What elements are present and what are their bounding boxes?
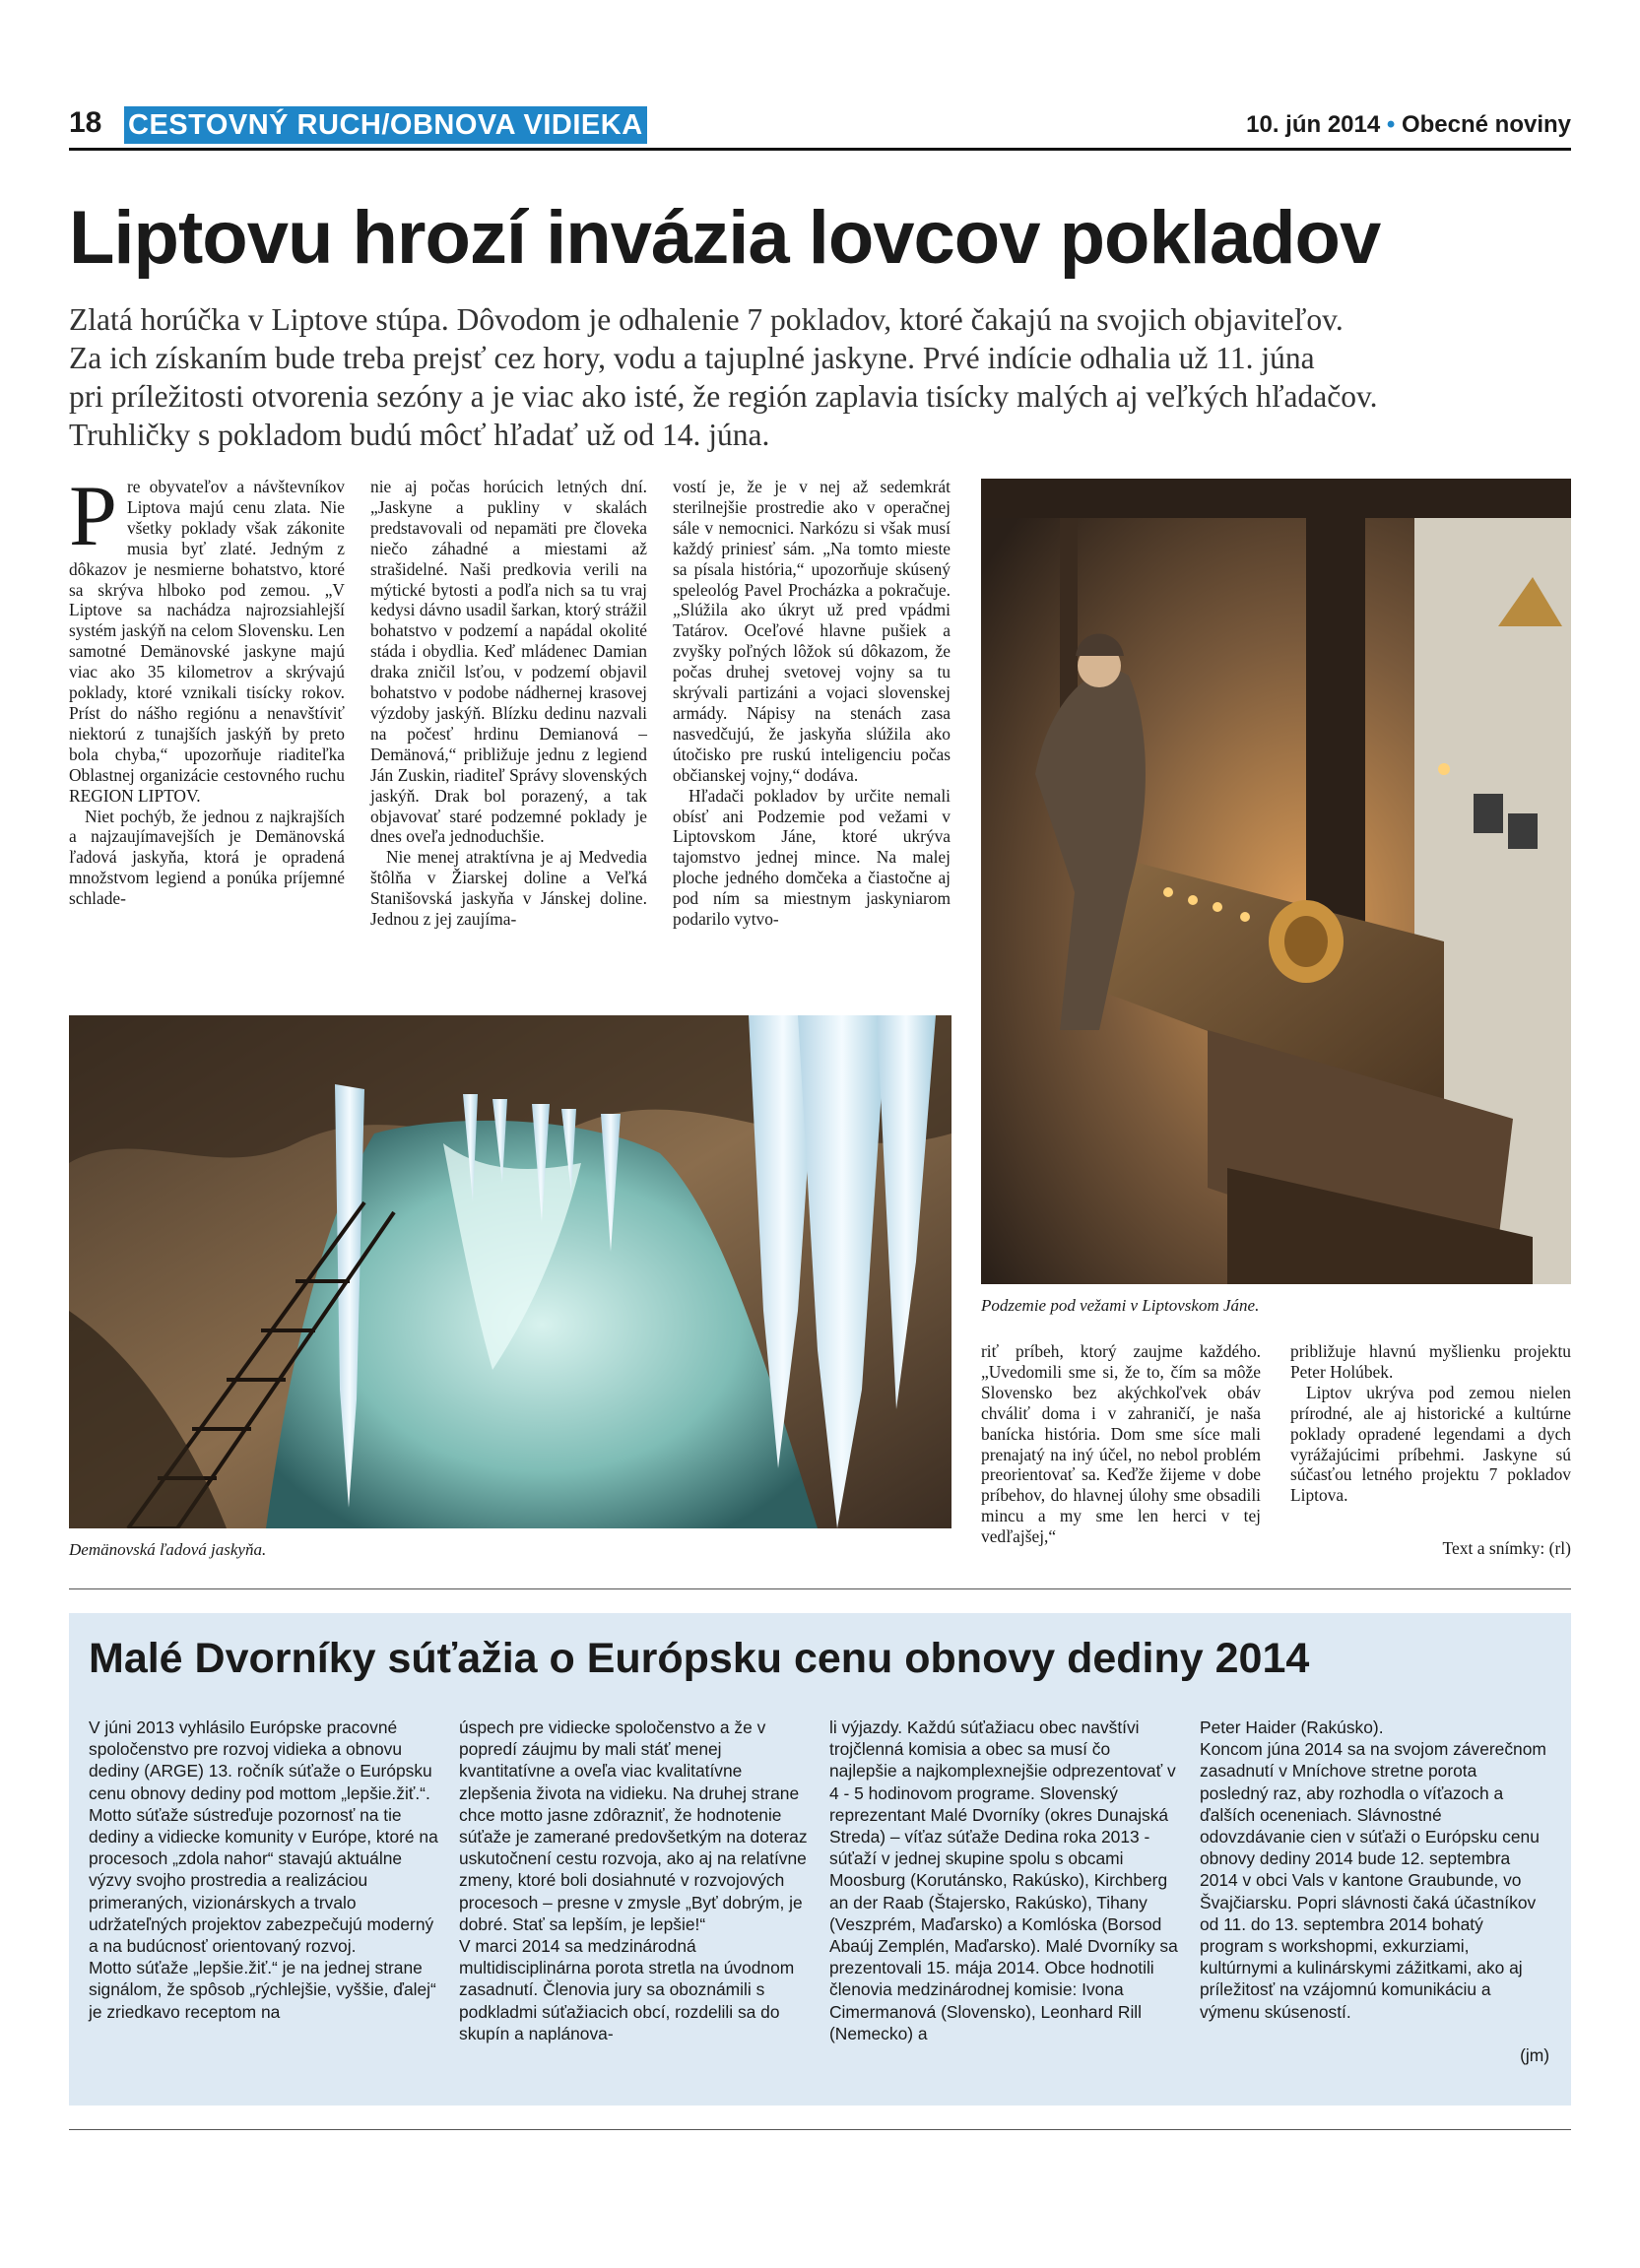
box-signature: (jm) (1520, 2045, 1549, 2065)
paragraph: približuje hlavnú myšlienku projektu Peter Holúbek. (1290, 1341, 1571, 1382)
header-rule (69, 148, 1571, 151)
underground-illustration (981, 479, 1571, 1284)
article-column-5 (1290, 1341, 1571, 1506)
page-number: 18 (69, 106, 102, 139)
ice-cave-caption: Demänovská ľadová jaskyňa. (69, 1540, 267, 1559)
box-column-2 (459, 1717, 809, 2044)
article-column-1 (69, 469, 345, 909)
date-text: 10. jún 2014 (1246, 111, 1381, 138)
paragraph: Hľadači pokladov by určite nemali obísť ani Podzemie pod vežami v Liptovskom Jáne, ktoré ukrýva tajomstvo jednej mince. Na malej ploche jedného domčeka a čiastočne aj pod ním sa miestnym jaskyniarom podarilo vytvo- (673, 785, 951, 930)
underground-caption: Podzemie pod vežami v Liptovskom Jáne. (981, 1296, 1260, 1315)
bottom-rule (69, 2129, 1571, 2130)
section-divider (69, 1588, 1571, 1589)
paragraph: vostí je, že je v nej až sedemkrát sterilnejšie prostredie ako v operačnej sále v nemocnici. Narkózu si však musí každý priniesť sám. „Na tomto mieste sa písala história,“ upozorňuje skúsený speleológ Pavel Procházka a pokračuje. „Slúžila ako úkryt už pred vpádmi Tatárov. Oceľové hlavne pušiek a zvyšky poľných lôžok sú dôkazom, že počas druhej svetovej vojny sa tu skrývali partizáni a vojaci slovenskej armády. Nápisy na stenách zasa nasvedčujú, že jaskyňa slúžila ako útočisko pre ruskú inteligenciu počas občianskej vojny,“ dodáva. (673, 477, 951, 785)
paragraph: Koncom júna 2014 sa na svojom záverečnom zasadnutí v Mníchove stretne porota posledný raz, aby rozhodla o víťazoch a ďalších oceneniach. Slávnostné odovzdávanie cien v súťaži o Európsku cenu obnovy dediny 2014 bude 12. septembra 2014 v obci Vals v kantone Graubunde, vo Švajčiarsku. Popri slávnosti čaká účastníkov od 11. do 13. septembra 2014 bohatý program s workshopmi, exkurziami, kultúrnymi a kulinárskymi zážitkami, ako aj príležitosť na vzájomnú komunikáciu a výmenu skúseností. (1200, 1739, 1546, 2022)
paragraph: V marci 2014 sa medzinárodná multidisciplinárna porota stretla na úvodnom zasadnutí. Členovia jury sa oboznámili s podkladmi súťažiacich obcí, rozdelili sa do skupín a naplánova- (459, 1936, 795, 2043)
paragraph: riť príbeh, ktorý zaujme každého. „Uvedomili sme si, že to, čím sa môže Slovensko bez akýchkoľvek obáv chváliť doma i v zahraničí, je naša banícka história. Dom sme síce mali prenajatý na iný účel, no nebol problém preorientovať sa. Keďže žijeme v dobe príbehov, do hlavnej úlohy sme obsadili mincu a my sme len herci v tej vedľajšej,“ (981, 1341, 1261, 1547)
article-headline: Liptovu hrozí invázia lovcov pokladov (69, 196, 1381, 280)
ice-cave-photo (69, 1015, 951, 1528)
lead-line: pri príležitosti otvorenia sezóny a je viac ako isté, že región zaplavia tisícky malých aj veľkých hľadačov. (69, 379, 1378, 414)
box-column-1 (89, 1717, 438, 2023)
box-headline: Malé Dvorníky súťažia o Európsku cenu obnovy dediny 2014 (89, 1635, 1310, 1682)
paragraph: V júni 2013 vyhlásilo Európske pracovné spoločenstvo pre rozvoj vidieka a obnovu dediny (ARGE) 13. ročník súťaže o Európsku cenu obnovy dediny pod mottom „lepšie.žiť.“. Motto súťaže sústreďuje pozornosť na tie dediny a vidiecke komunity v Európe, ktoré na procesoch „zdola nahor“ stavajú aktuálne výzvy svojho prostredia a realizáciou primeraných, vizionárskych a trvalo udržateľných projektov zabezpečujú moderný a na budúcnosť orientovaný rozvoj. (89, 1717, 438, 1957)
lead-line: Truhličky s pokladom budú môcť hľadať už od 14. júna. (69, 418, 770, 452)
drop-cap: P (69, 469, 117, 564)
paragraph: Liptov ukrýva pod zemou nielen prírodné, ale aj historické a kultúrne poklady opradené legendami a dych vyrážajúcimi príbehmi. Jaskyne sú súčasťou letného projektu 7 pokladov Liptova. (1290, 1382, 1571, 1506)
article-column-4 (981, 1341, 1261, 1547)
competition-box (69, 1613, 1571, 2106)
lead-line: Za ich získaním bude treba prejsť cez hory, vodu a tajuplné jaskyne. Prvé indície odhalia už 11. júna (69, 341, 1315, 375)
ice-cave-illustration (69, 1015, 951, 1528)
paragraph: nie aj počas horúcich letných dní. „Jaskyne a pukliny v skalách predstavovali od nepamäti pre človeka niečo záhadné a miestami až strašidelné. Naši predkovia verili na mýtické bytosti a podľa nich sa tu vraj kedysi dávno usadil šarkan, ktorý strážil bohatstvo v podzemí a napádal okolité stáda i obydlia. Keď mládenec Damian draka zničil lsťou, v podzemí objavil bohatstvo v podobe nádhernej krasovej výzdoby jaskýň. Blízku dedinu nazvali na počesť hrdinu Demianová – Demänová,“ približuje jednu z legiend Ján Zuskin, riaditeľ Správy slovenských jaskýň. Drak bol porazený, a tak objavovať staré podzemné poklady je dnes oveľa jednoduchšie. (370, 477, 647, 847)
paragraph: Motto súťaže „lepšie.žiť.“ je na jednej strane signálom, že spôsob „rýchlejšie, vyššie, ďalej“ je zriedkavo receptom na (89, 1958, 436, 2022)
bullet-separator: • (1386, 111, 1396, 138)
box-column-3 (829, 1717, 1179, 2044)
text-and-photo-credit: Text a snímky: (rl) (1442, 1538, 1571, 1558)
publication-name: Obecné noviny (1401, 111, 1571, 138)
paragraph: úspech pre vidiecke spoločenstvo a že v popredí záujmu by mali stáť menej kvantitatívne a oveľa viac kvalitatívne zlepšenia života na vidieku. Na druhej strane chce motto jasne zdôrazniť, že hodnotenie súťaže je zamerané predovšetkým na doteraz uskutočnení cestu rozvoja, ako aj na relatívne zmeny, ktoré boli dosiahnuté v rozvojových procesoch – presne v zmysle „Byť dobrým, je dobré. Stať sa lepším, je lepšie!“ (459, 1717, 808, 1934)
paragraph: re obyvateľov a návštevníkov Liptova majú cenu zlata. Nie všetky poklady však zákonite musia byť zlaté. Jedným z dôkazov je nesmierne bohatstvo, ktoré sa skrýva hlboko pod zemou. „V Liptove sa nachádza najrozsiahlejší systém jaskýň na celom Slovensku. Len samotné Demänovské jaskyne majú viac ako 35 kilometrov a skrývajú poklady, ktoré vznikali tisícky rokov. Príst do nášho regiónu a nenavštíviť niektorú z tunajších jaskýň by preto bola chyba,“ upozorňuje riaditeľka Oblastnej organizácie cestovného ruchu REGION LIPTOV. (69, 477, 345, 806)
lead-line: Zlatá horúčka v Liptove stúpa. Dôvodom je odhalenie 7 pokladov, ktoré čakajú na svojich objaviteľov. (69, 302, 1344, 337)
underground-photo (981, 479, 1571, 1284)
article-column-2 (370, 477, 647, 930)
section-tag: CESTOVNÝ RUCH/OBNOVA VIDIEKA (124, 106, 647, 144)
paragraph: Peter Haider (Rakúsko). (1200, 1717, 1384, 1737)
page-header (69, 104, 1571, 146)
paragraph: Niet pochýb, že jednou z najkrajších a najzaujímavejších je Demänovská ľadová jaskyňa, ktorá je opradená množstvom legiend a ponúka príjemné schlade- (69, 806, 345, 909)
article-column-3 (673, 477, 951, 930)
box-column-4 (1200, 1717, 1549, 2023)
article-lead (69, 300, 1571, 454)
issue-date (1246, 110, 1571, 140)
paragraph: li výjazdy. Každú súťažiacu obec navštívi trojčlenná komisia a obec sa musí čo najlepšie a najkomplexnejšie odprezentovať v 4 - 5 hodinovom programe. Slovenský reprezentant Malé Dvorníky (okres Dunajská Streda) – víťaz súťaže Dedina roka 2013 - súťaží v jednej skupine spolu s obcami Moosburg (Korutánsko, Rakúsko), Kirchberg an der Raab (Štajersko, Rakúsko), Tihany (Veszprém, Maďarsko) a Komlóska (Borsod Abaúj Zemplén, Maďarsko). Malé Dvorníky sa prezentovali 15. mája 2014. Obce hodnotili členovia medzinárodnej komisie: Ivona Cimermanová (Slovensko), Leonhard Rill (Nemecko) a (829, 1717, 1178, 2043)
paragraph: Nie menej atraktívna je aj Medvedia štôlňa v Žiarskej doline a Veľká Stanišovská jaskyňa v Jánskej doline. Jednou z jej zaujíma- (370, 847, 647, 930)
